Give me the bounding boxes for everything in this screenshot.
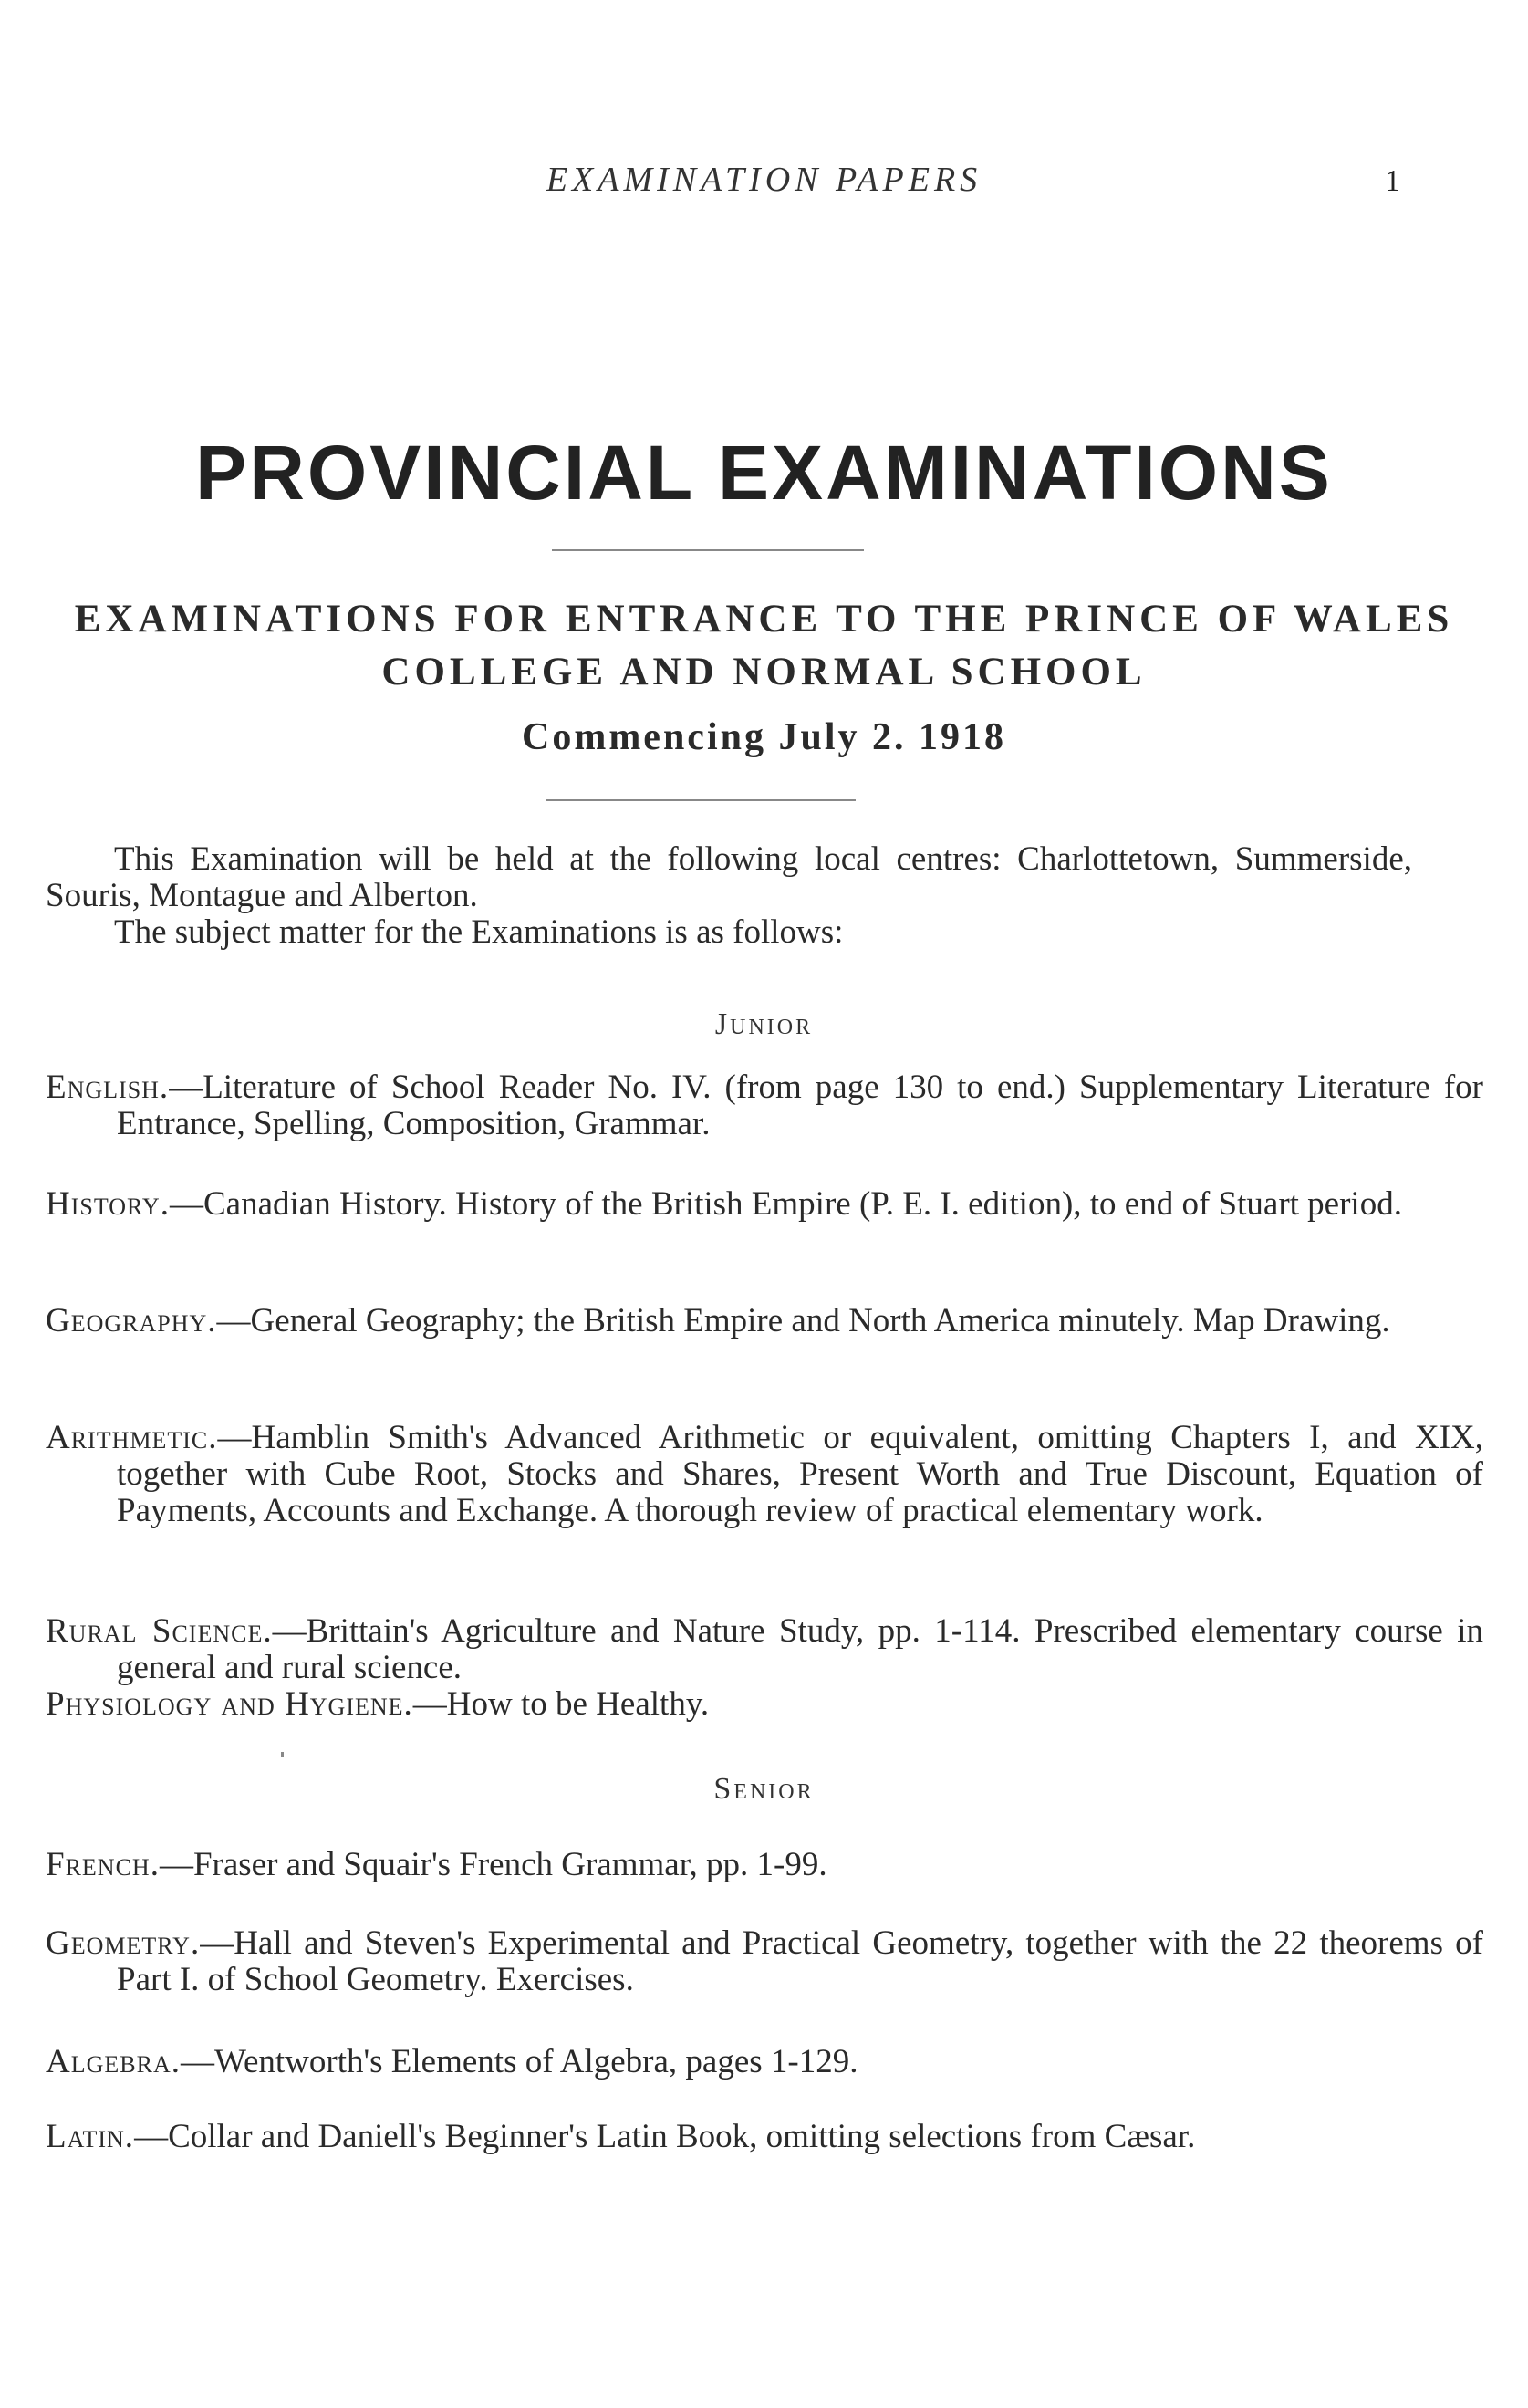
section-heading-junior: Junior [714, 1007, 814, 1041]
print-speck [281, 1752, 284, 1757]
intro-block [46, 841, 1412, 951]
entry-subject: Geography. [46, 1302, 217, 1340]
entry-text: —Canadian History. History of the British Empire (P. E. I. edition), to end of Stuart period. [169, 1185, 1402, 1223]
entry-text: —How to be Healthy. [412, 1685, 710, 1723]
subtitle: EXAMINATIONS FOR ENTRANCE TO THE PRINCE OF WALES COLLEGE AND NORMAL SCHOOL [74, 598, 1454, 693]
entry-geometry [46, 1925, 1483, 1998]
page-title: PROVINCIAL EXAMINATIONS [195, 430, 1333, 516]
entry-subject: Arithmetic. [46, 1419, 218, 1456]
entry-history [46, 1186, 1483, 1223]
entry-arithmetic [46, 1420, 1483, 1529]
entry-subject: Geometry. [46, 1924, 201, 1962]
date-line: Commencing July 2. 1918 [522, 716, 1006, 758]
entry-text: —Fraser and Squair's French Grammar, pp. 1-99. [159, 1846, 827, 1883]
entry-subject: Latin. [46, 2118, 135, 2155]
entry-english [46, 1069, 1483, 1142]
entry-subject: Algebra. [46, 2043, 181, 2080]
entry-text: —Literature of School Reader No. IV. (from page 130 to end.) Supplementary Literature for Entrance, Spelling, Composition, Grammar. [117, 1068, 1483, 1142]
entry-text: —Hamblin Smith's Advanced Arithmetic or equivalent, omitting Chapters I, and XIX, together with Cube Root, Stocks and Shares, Present Worth and True Discount, Equation of Payments, Accounts and Exchange. A thorough review of practical elementary work. [117, 1419, 1483, 1529]
date-divider [546, 799, 856, 801]
entry-subject: English. [46, 1068, 170, 1106]
page-number: 1 [1385, 164, 1400, 198]
entry-text: —General Geography; the British Empire and North America minutely. Map Drawing. [216, 1302, 1390, 1340]
entry-physiology-hygiene [46, 1686, 1483, 1723]
section-heading-senior: Senior [713, 1772, 815, 1806]
intro-paragraph-centres: This Examination will be held at the following local centres: Charlottetown, Summerside, Souris, Montague and Alberton. [46, 840, 1412, 914]
entry-latin [46, 2119, 1483, 2155]
entry-geography [46, 1303, 1483, 1340]
entry-subject: Physiology and Hygiene. [46, 1685, 413, 1723]
entry-subject: French. [46, 1846, 160, 1883]
entry-text: —Brittain's Agriculture and Nature Study, pp. 1-114. Prescribed elementary course in general and rural science. [117, 1612, 1483, 1686]
entry-rural-science [46, 1613, 1483, 1686]
entry-subject: Rural Science. [46, 1612, 273, 1650]
entry-subject: History. [46, 1185, 170, 1223]
entry-french [46, 1847, 1483, 1883]
entry-text: —Collar and Daniell's Beginner's Latin Book, omitting selections from Cæsar. [134, 2118, 1196, 2155]
intro-paragraph-subject-matter: The subject matter for the Examinations is as follows: [114, 913, 844, 951]
title-divider [552, 549, 864, 551]
entry-algebra [46, 2044, 1483, 2080]
running-header-title: EXAMINATION PAPERS [546, 161, 982, 199]
entry-text: —Hall and Steven's Experimental and Practical Geometry, together with the 22 theorems of Part I. of School Geometry. Exercises. [117, 1924, 1483, 1998]
entry-text: —Wentworth's Elements of Algebra, pages 1-129. [180, 2043, 858, 2080]
